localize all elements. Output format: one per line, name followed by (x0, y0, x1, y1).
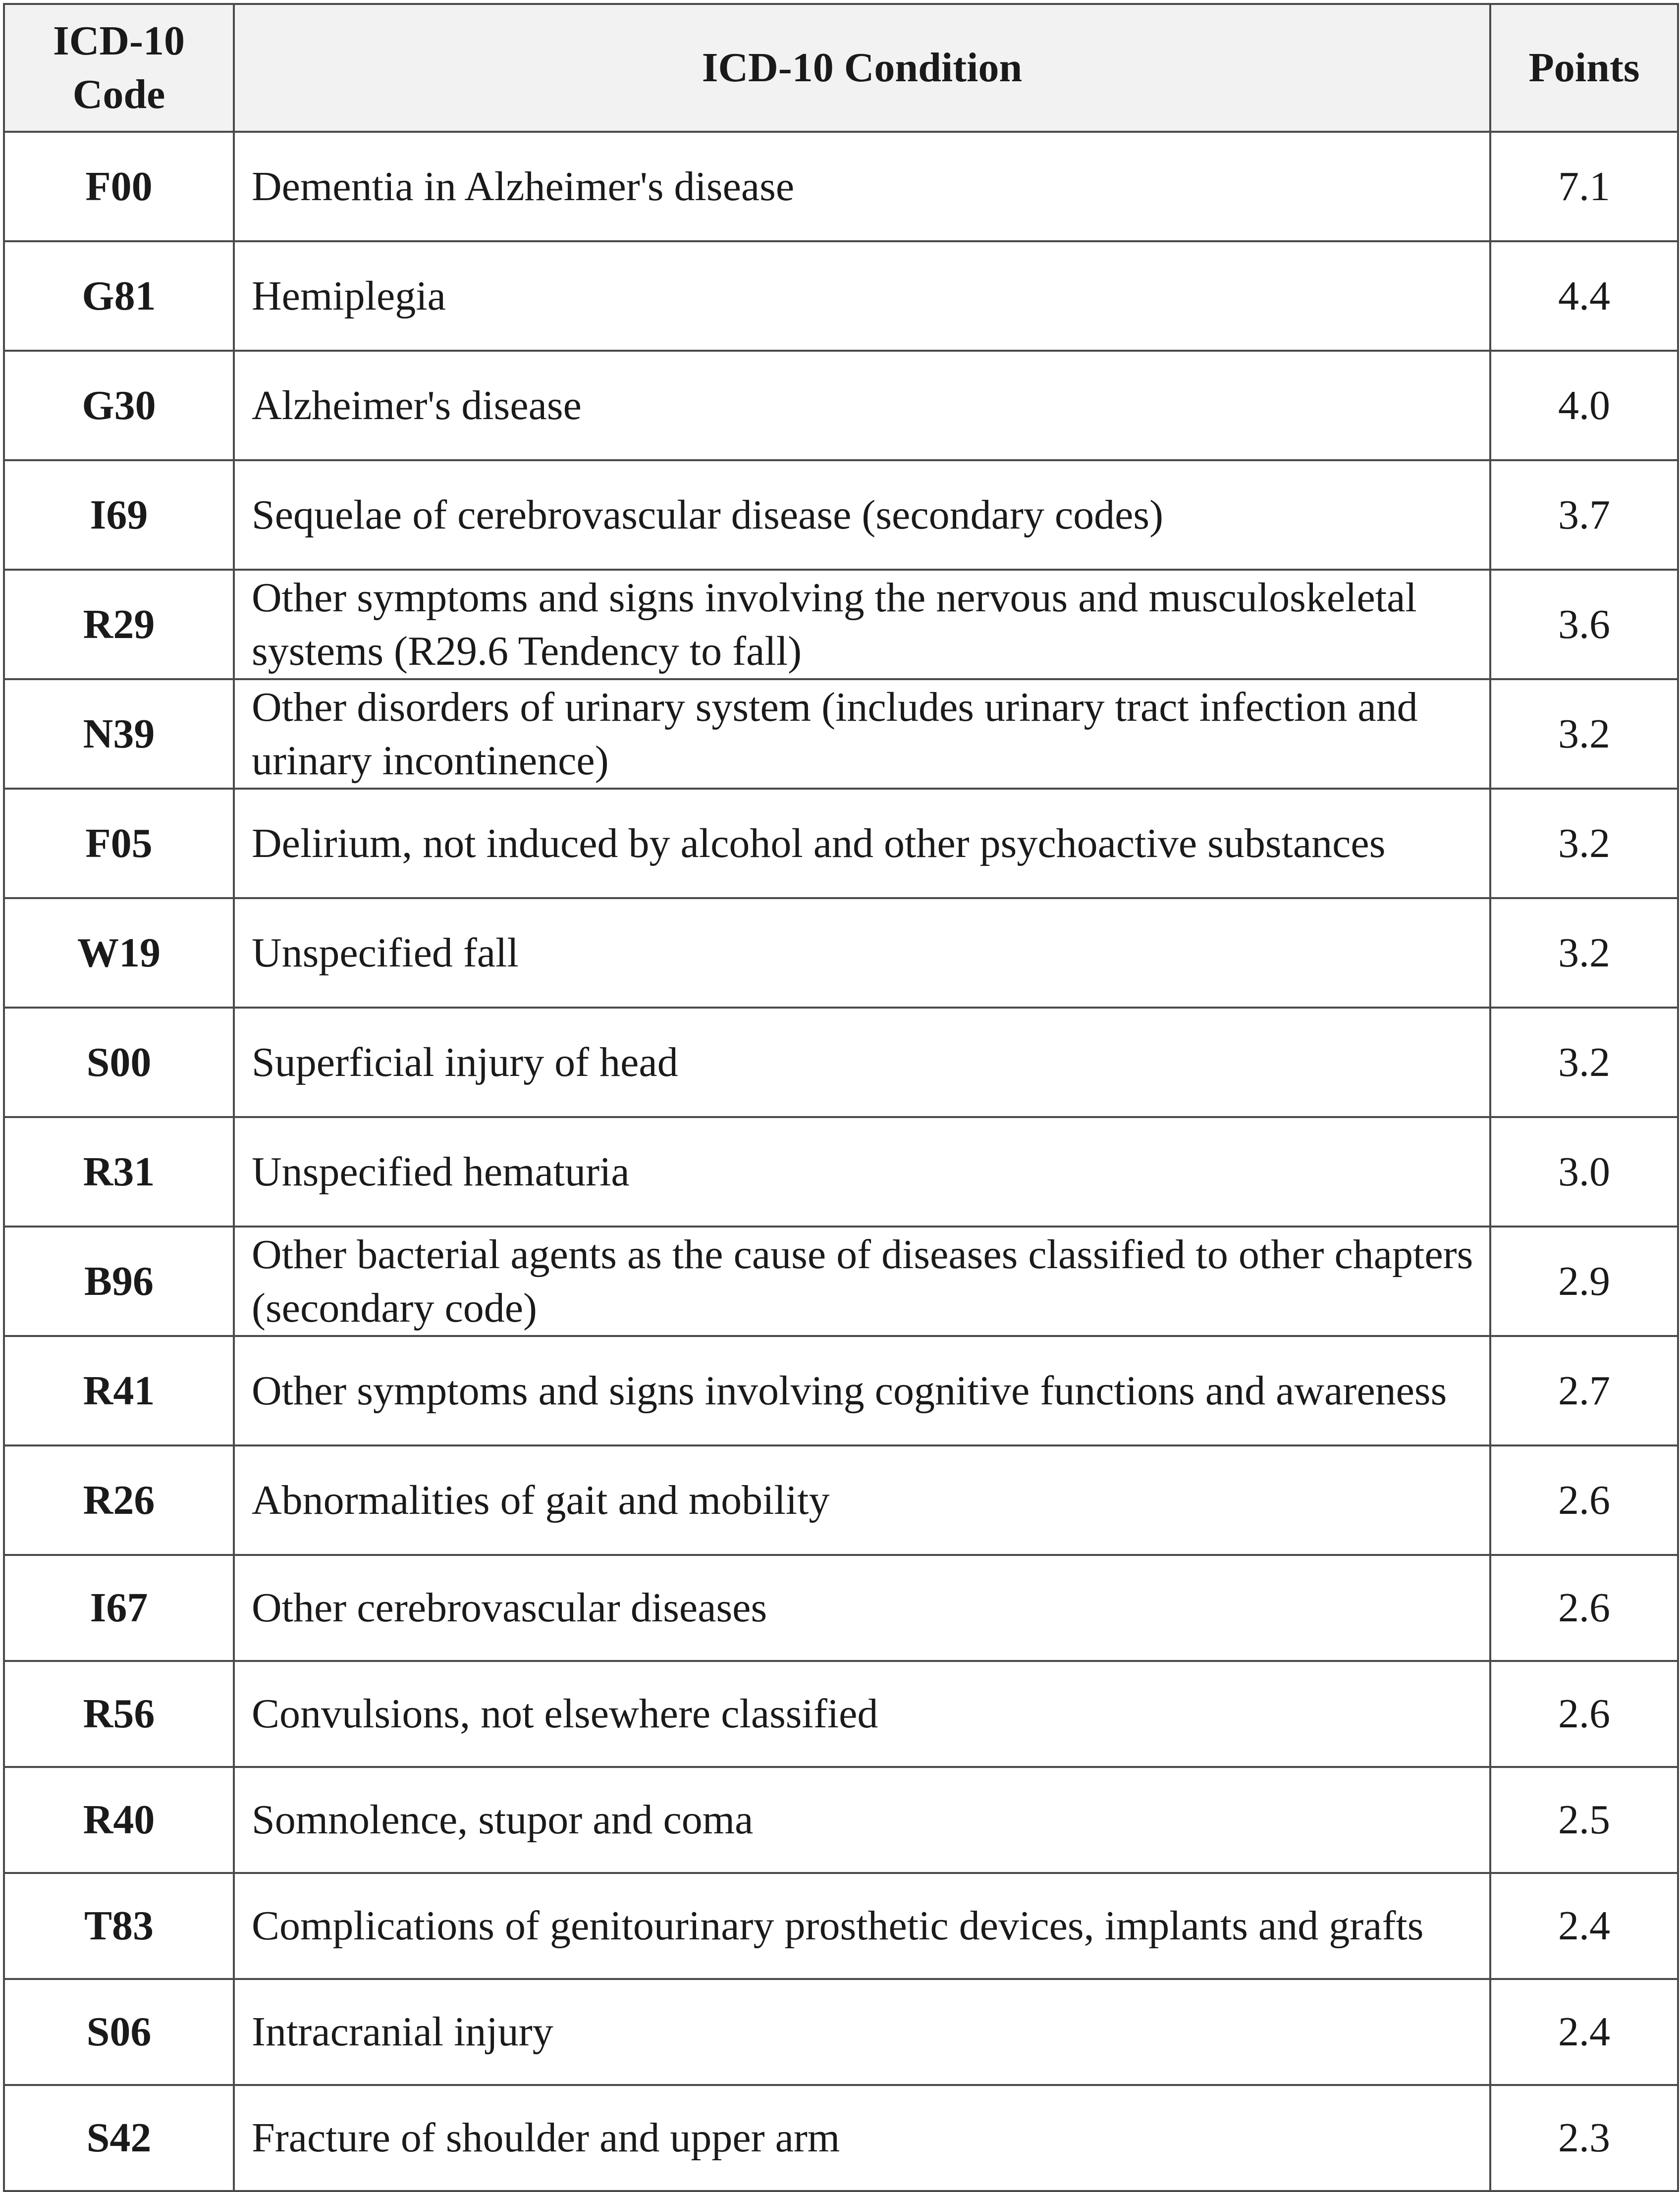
icd-code-cell: R56 (4, 1661, 234, 1767)
table-row (4, 241, 1678, 351)
condition-cell: Abnormalities of gait and mobility (234, 1445, 1490, 1555)
points-cell: 3.2 (1490, 789, 1678, 898)
condition-cell: Unspecified fall (234, 898, 1490, 1008)
points-cell: 3.2 (1490, 898, 1678, 1008)
table-row (4, 679, 1678, 789)
condition-cell: Other symptoms and signs involving the nervous and musculoskeletal systems (R29.6 Tendency to fall) (234, 570, 1490, 679)
condition-cell: Superficial injury of head (234, 1008, 1490, 1117)
icd-code-cell: S42 (4, 2085, 234, 2191)
table-row (4, 1336, 1678, 1445)
table-row (4, 460, 1678, 570)
icd-code-cell: I69 (4, 460, 234, 570)
condition-cell: Other cerebrovascular diseases (234, 1555, 1490, 1661)
table-row (4, 1661, 1678, 1767)
icd-code-cell: R41 (4, 1336, 234, 1445)
points-cell: 2.6 (1490, 1445, 1678, 1555)
header-row (4, 4, 1678, 132)
condition-cell: Hemiplegia (234, 241, 1490, 351)
condition-cell: Other bacterial agents as the cause of diseases classified to other chapters (secondary code) (234, 1227, 1490, 1336)
points-cell: 2.4 (1490, 1873, 1678, 1979)
icd-code-cell: R29 (4, 570, 234, 679)
table-row (4, 1008, 1678, 1117)
points-cell: 2.5 (1490, 1767, 1678, 1873)
icd-code-cell: G30 (4, 351, 234, 460)
data-table (3, 3, 1679, 2192)
header-points: Points (1490, 4, 1678, 132)
condition-cell: Delirium, not induced by alcohol and other psychoactive substances (234, 789, 1490, 898)
table-row (4, 132, 1678, 241)
condition-cell: Intracranial injury (234, 1979, 1490, 2085)
table-row (4, 1227, 1678, 1336)
condition-cell: Complications of genitourinary prosthetic devices, implants and grafts (234, 1873, 1490, 1979)
table-row (4, 1979, 1678, 2085)
condition-cell: Alzheimer's disease (234, 351, 1490, 460)
table-row (4, 2085, 1678, 2191)
points-cell: 2.9 (1490, 1227, 1678, 1336)
table-header (4, 4, 1678, 132)
icd-code-cell: S06 (4, 1979, 234, 2085)
points-cell: 4.0 (1490, 351, 1678, 460)
points-cell: 3.2 (1490, 1008, 1678, 1117)
table-row (4, 789, 1678, 898)
icd-code-cell: G81 (4, 241, 234, 351)
icd-code-cell: F05 (4, 789, 234, 898)
condition-cell: Fracture of shoulder and upper arm (234, 2085, 1490, 2191)
points-cell: 3.6 (1490, 570, 1678, 679)
points-cell: 3.7 (1490, 460, 1678, 570)
icd-code-cell: W19 (4, 898, 234, 1008)
table-body (4, 132, 1678, 2191)
condition-cell: Other disorders of urinary system (includes urinary tract infection and urinary incontinence) (234, 679, 1490, 789)
condition-cell: Sequelae of cerebrovascular disease (secondary codes) (234, 460, 1490, 570)
points-cell: 3.2 (1490, 679, 1678, 789)
table-row (4, 570, 1678, 679)
points-cell: 2.3 (1490, 2085, 1678, 2191)
condition-cell: Convulsions, not elsewhere classified (234, 1661, 1490, 1767)
table-row (4, 1445, 1678, 1555)
points-cell: 2.6 (1490, 1661, 1678, 1767)
points-cell: 2.7 (1490, 1336, 1678, 1445)
condition-cell: Other symptoms and signs involving cognitive functions and awareness (234, 1336, 1490, 1445)
points-cell: 2.6 (1490, 1555, 1678, 1661)
condition-cell: Dementia in Alzheimer's disease (234, 132, 1490, 241)
table-row (4, 898, 1678, 1008)
points-cell: 2.4 (1490, 1979, 1678, 2085)
icd-code-cell: S00 (4, 1008, 234, 1117)
condition-cell: Somnolence, stupor and coma (234, 1767, 1490, 1873)
header-condition: ICD-10 Condition (234, 4, 1490, 132)
points-cell: 7.1 (1490, 132, 1678, 241)
condition-cell: Unspecified hematuria (234, 1117, 1490, 1227)
header-code: ICD-10 Code (4, 4, 234, 132)
table-row (4, 351, 1678, 460)
icd10-points-table (3, 3, 1677, 2180)
icd-code-cell: R31 (4, 1117, 234, 1227)
icd-code-cell: B96 (4, 1227, 234, 1336)
table-row (4, 1117, 1678, 1227)
table-row (4, 1555, 1678, 1661)
icd-code-cell: R26 (4, 1445, 234, 1555)
table-row (4, 1873, 1678, 1979)
icd-code-cell: I67 (4, 1555, 234, 1661)
icd-code-cell: N39 (4, 679, 234, 789)
icd-code-cell: F00 (4, 132, 234, 241)
icd-code-cell: R40 (4, 1767, 234, 1873)
table-row (4, 1767, 1678, 1873)
points-cell: 4.4 (1490, 241, 1678, 351)
icd-code-cell: T83 (4, 1873, 234, 1979)
points-cell: 3.0 (1490, 1117, 1678, 1227)
